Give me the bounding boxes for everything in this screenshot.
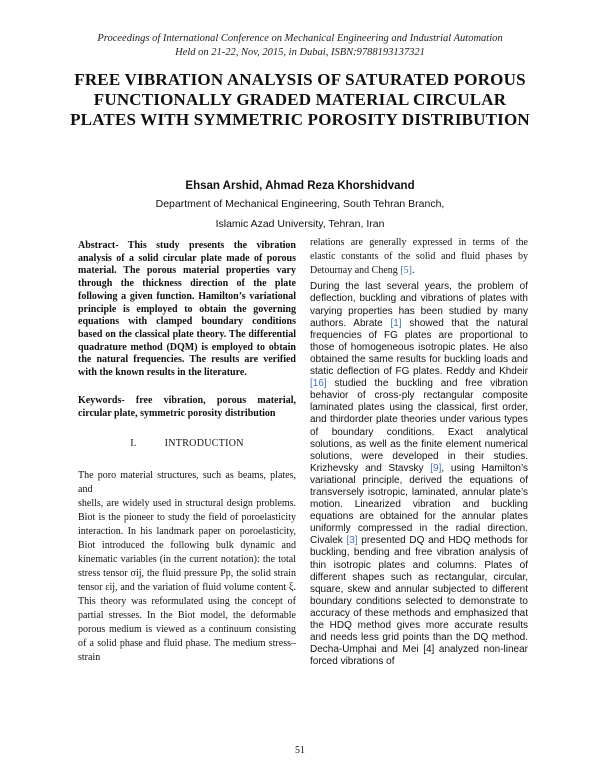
literature-review-paragraph bbox=[310, 281, 528, 668]
continuation-text: relations are generally expressed in terms of the elastic constants of the solid and fluid phases by Detournay and Cheng bbox=[310, 237, 528, 276]
citation-link[interactable]: [9] bbox=[430, 462, 442, 474]
affiliation-line-2: Islamic Azad University, Tehran, Iran bbox=[215, 218, 385, 230]
header-line-1: Proceedings of International Conference on Mechanical Engineering and Industrial Automation bbox=[97, 33, 503, 44]
author-list: Ehsan Arshid, Ahmad Reza Khorshidvand bbox=[185, 180, 415, 192]
review-text-3: studied the buckling and free vibration behavior of cross-ply rectangular composite laminated plates using the classical, first order, and thirdorder plate theories under various types of boundary conditions. Exact analytical solutions, as well as the finite element numerical solutions, were developed in their studies. Krizhevsky and Stavsky bbox=[310, 378, 528, 474]
section-heading bbox=[78, 438, 296, 449]
keywords: Keywords- free vibration, porous material, circular plate, symmetric porosity distribution bbox=[78, 394, 296, 419]
intro-continuation: relations are generally expressed in terms of the elastic constants of the solid and fluid phases by Detournay and Cheng [5]. bbox=[310, 237, 528, 276]
section-title: INTRODUCTION bbox=[164, 437, 244, 449]
right-column bbox=[310, 236, 528, 668]
review-text-4: , using Hamilton’s variational principle, derived the equations of transversely isotropic, laminated, annular plate’s motion. Linearized vibration and buckling equations are obtained for the annular plates uniformly compressed in the radial direction. Civalek bbox=[310, 462, 528, 547]
page-number: 51 bbox=[295, 745, 305, 756]
abstract: Abstract- This study presents the vibration analysis of a solid circular plate made of porous material. The porous material properties vary through the thickness direction of the plate following a given function. Hamilton’s variational principle is employed to obtain the governing equations with clamped boundary conditions based on the classical plate theory. The differential quadrature method (DQM) is employed to obtain the natural frequencies. The results are verified with the known results in the literature. bbox=[78, 240, 296, 379]
citation-link[interactable]: [16] bbox=[310, 378, 327, 390]
left-column bbox=[78, 240, 296, 665]
paper-title: FREE VIBRATION ANALYSIS OF SATURATED POROUS FUNCTIONALLY GRADED MATERIAL CIRCULAR PLATES WITH SYMMETRIC POROSITY DISTRIBUTION bbox=[70, 70, 530, 129]
review-text-5: presented DQ and HDQ methods for buckling, bending and free vibration analysis of thin isotropic plates and columns. Plates of different shapes such as rectangular, circular, square, skew and annular subjected to different boundary conditions selected to demonstrate to accuracy of these methods and emphasized that the HDQ method gives more accurate results and needs less grid points than the DQ method. Decha-Umphai and Mei [4] analyzed non-linear forced vibrations of bbox=[310, 535, 528, 668]
review-text-2: showed that the natural frequencies of FG plates are proportional to those of homogeneous isotropic plates. He also obtained the same results for buckling loads and static deflection of FG plates. Reddy and Khdeir bbox=[310, 317, 528, 378]
review-text-1: During the last several years, the problem of deflection, buckling and vibrations of plates with varying properties has been studied by many authors. Abrate bbox=[310, 281, 528, 329]
intro-first-line: The poro material structures, such as beams, plates, and bbox=[78, 469, 296, 495]
citation-link[interactable]: [3] bbox=[346, 535, 358, 547]
citation-link[interactable]: [1] bbox=[390, 317, 402, 329]
intro-body: shells, are widely used in structural design problems. Biot is the pioneer to study the field of poroelasticity interaction. In his landmark paper on poroelasticity, Biot introduced the following bulk dynamic and kinematic variables (in the current notation): the total stress tensor σij, the fluid pressure Pp, the solid strain tensor εij, and the variation of fluid volume content ξ. This theory was reformulated using the concept of partial stresses. In the Biot model, the deformable porous medium is viewed as a continuum consisting of a solid phase and fluid phase. The medium stress–strain bbox=[78, 497, 296, 663]
intro-paragraph bbox=[78, 469, 296, 665]
conference-header bbox=[0, 32, 600, 60]
affiliation-line-1: Department of Mechanical Engineering, South Tehran Branch, bbox=[155, 198, 445, 210]
section-number: I. bbox=[130, 437, 137, 449]
citation-link[interactable]: [5] bbox=[400, 264, 412, 276]
header-line-2: Held on 21-22, Nov, 2015, in Dubai, ISBN:9788193137321 bbox=[175, 47, 425, 58]
